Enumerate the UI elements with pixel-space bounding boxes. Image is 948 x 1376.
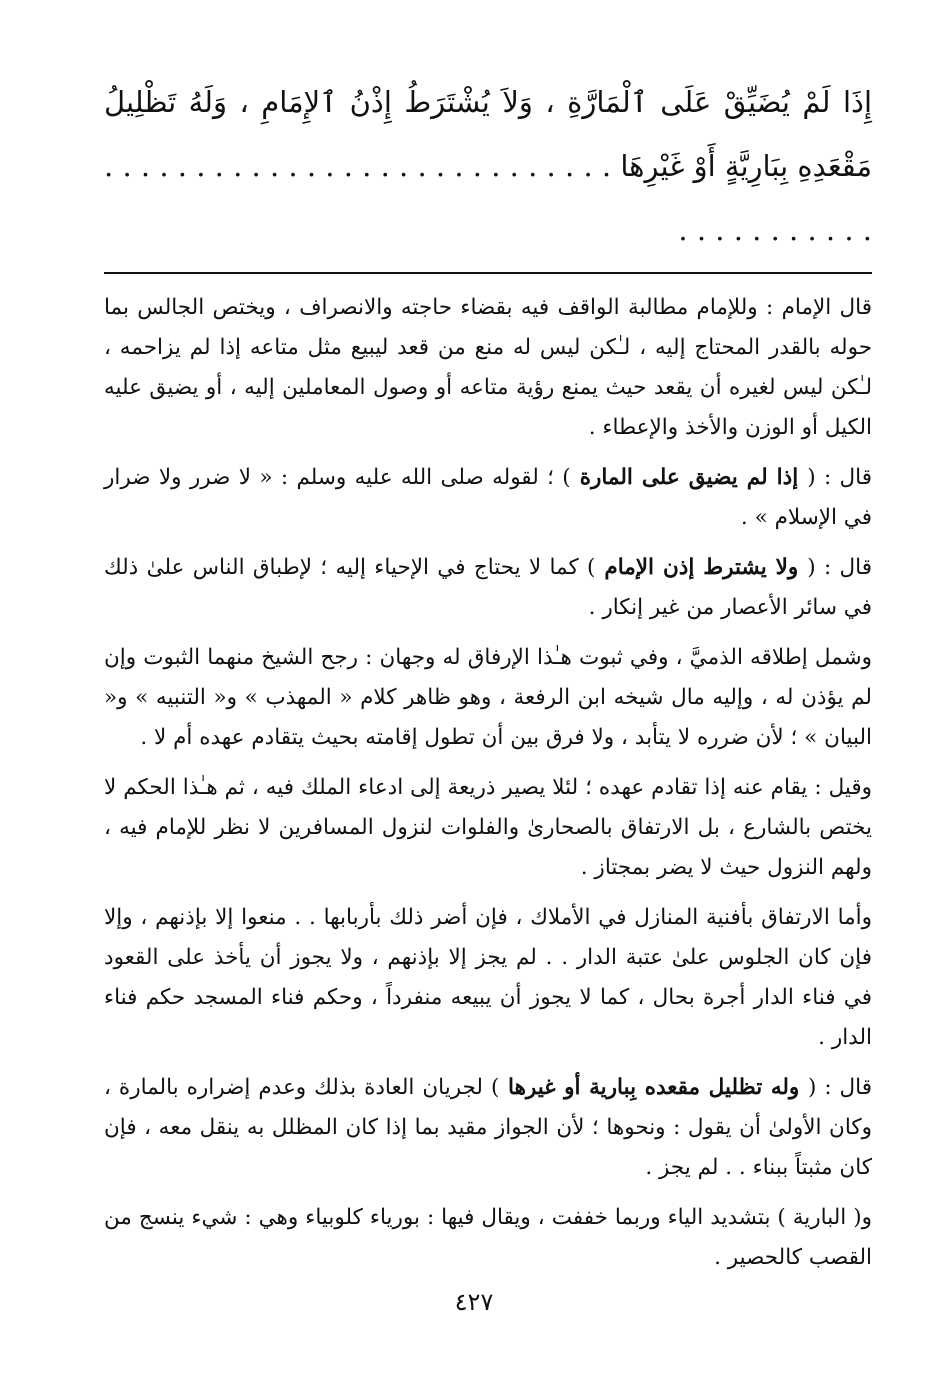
commentary-paragraph-6: وأما الارتفاق بأفنية المنازل في الأملاك ، فإن أضر ذلك بأربابها . . منعوا إلا بإذنهم ، وإلا فإن كان الجلوس علىٰ عتبة الدار . . لم يجز إلا بإذنهم ، ولا يجوز أن يأخذ على القعود في فناء الدار أجرة بحال ، كما لا يجوز أن يبيعه منفرداً ، وحكم فناء المسجد حكم فناء الدار . [104, 905, 872, 1050]
main-text: إِذَا لَمْ يُضَيِّقْ عَلَى ٱلْمَارَّةِ ، وَلاَ يُشْتَرَطُ إِذْنُ ٱلإِمَامِ ، وَلَهُ تَظْلِيلُ مَقْعَدِهِ بِبَارِيَّةٍ أَوْ غَيْرِهَا . [104, 85, 873, 183]
quote-intro: قال : ( [807, 465, 873, 490]
quoted-main-text: إذا لم يضيق على المارة [570, 465, 808, 490]
commentary-paragraph-4: وشمل إطلاقه الذميَّ ، وفي ثبوت هـٰذا الإرفاق له وجهان : رجح الشيخ منهما الثبوت وإن لم يؤذن له ، وإليه مال شيخه ابن الرفعة ، وهو ظاهر كلام « المهذب » و« التنبيه » و« البيان » ؛ لأن ضرره لا يتأبد ، ولا فرق بين أن تطول إقامته بحيث يتقادم عهده أم لا . [104, 645, 872, 750]
commentary-paragraph-5: وقيل : يقام عنه إذا تقادم عهده ؛ لئلا يصير ذريعة إلى ادعاء الملك فيه ، ثم هـٰذا الحكم لا يختص بالشارع ، بل الارتفاق بالصحارىٰ والفلوات لنزول المسافرين لا نظر للإمام فيه ، ولهم النزول حيث لا يضر بمجتاز . [104, 775, 872, 880]
commentary-paragraph-8: و( البارية ) بتشديد الياء وربما خففت ، ويقال فيها : بورياء كلوبياء وهي : شيء ينسج من القصب كالحصير . [104, 1205, 872, 1270]
separator-rule [104, 272, 872, 274]
page-number: ٤٢٧ [454, 1288, 494, 1316]
quote-intro: قال : ( [807, 1075, 873, 1100]
commentary-paragraph-2 [104, 458, 872, 538]
commentary-paragraph-7 [104, 1068, 872, 1188]
quote-intro: قال : ( [807, 555, 873, 580]
quote-explanation: ) ؛ لقوله صلى الله عليه وسلم : « لا ضرر ولا ضرار في الإسلام » . [104, 465, 872, 530]
quoted-main-text: وله تظليل مقعده بِبارية أو غيرها [499, 1075, 808, 1100]
main-text-block [104, 70, 872, 262]
quote-explanation: ) لجريان العادة بذلك وعدم إضراره بالمارة ، وكان الأولىٰ أن يقول : ونحوها ؛ لأن الجواز مقيد بما إذا كان المظلل به ينقل معه ، فإن كان مثبتاً ببناء . . لم يجز . [104, 1075, 872, 1180]
commentary-paragraph-3 [104, 548, 872, 628]
quote-explanation: ) كما لا يحتاج في الإحياء إليه ؛ لإطباق الناس علىٰ ذلك في سائر الأعصار من غير إنكار . [104, 555, 872, 620]
quoted-main-text: ولا يشترط إذن الإمام [595, 555, 808, 580]
commentary-block [104, 288, 872, 1278]
commentary-paragraph-1: قال الإمام : وللإمام مطالبة الواقف فيه بقضاء حاجته والانصراف ، ويختص الجالس بما حوله بالقدر المحتاج إليه ، لـٰكن ليس له منع من قعد ليبيع مثل متاعه إذا لم يزاحمه ، لـٰكن ليس لغيره أن يقعد حيث يمنع رؤية متاعه أو وصول المعاملين إليه ، أو يضيق عليه الكيل أو الوزن والأخذ والإعطاء . [104, 295, 872, 440]
main-text-leader-dots: . . . . . . . . . . . . . . . . . . . . . . . . . . . . . . . . . . . . . . [104, 149, 872, 247]
